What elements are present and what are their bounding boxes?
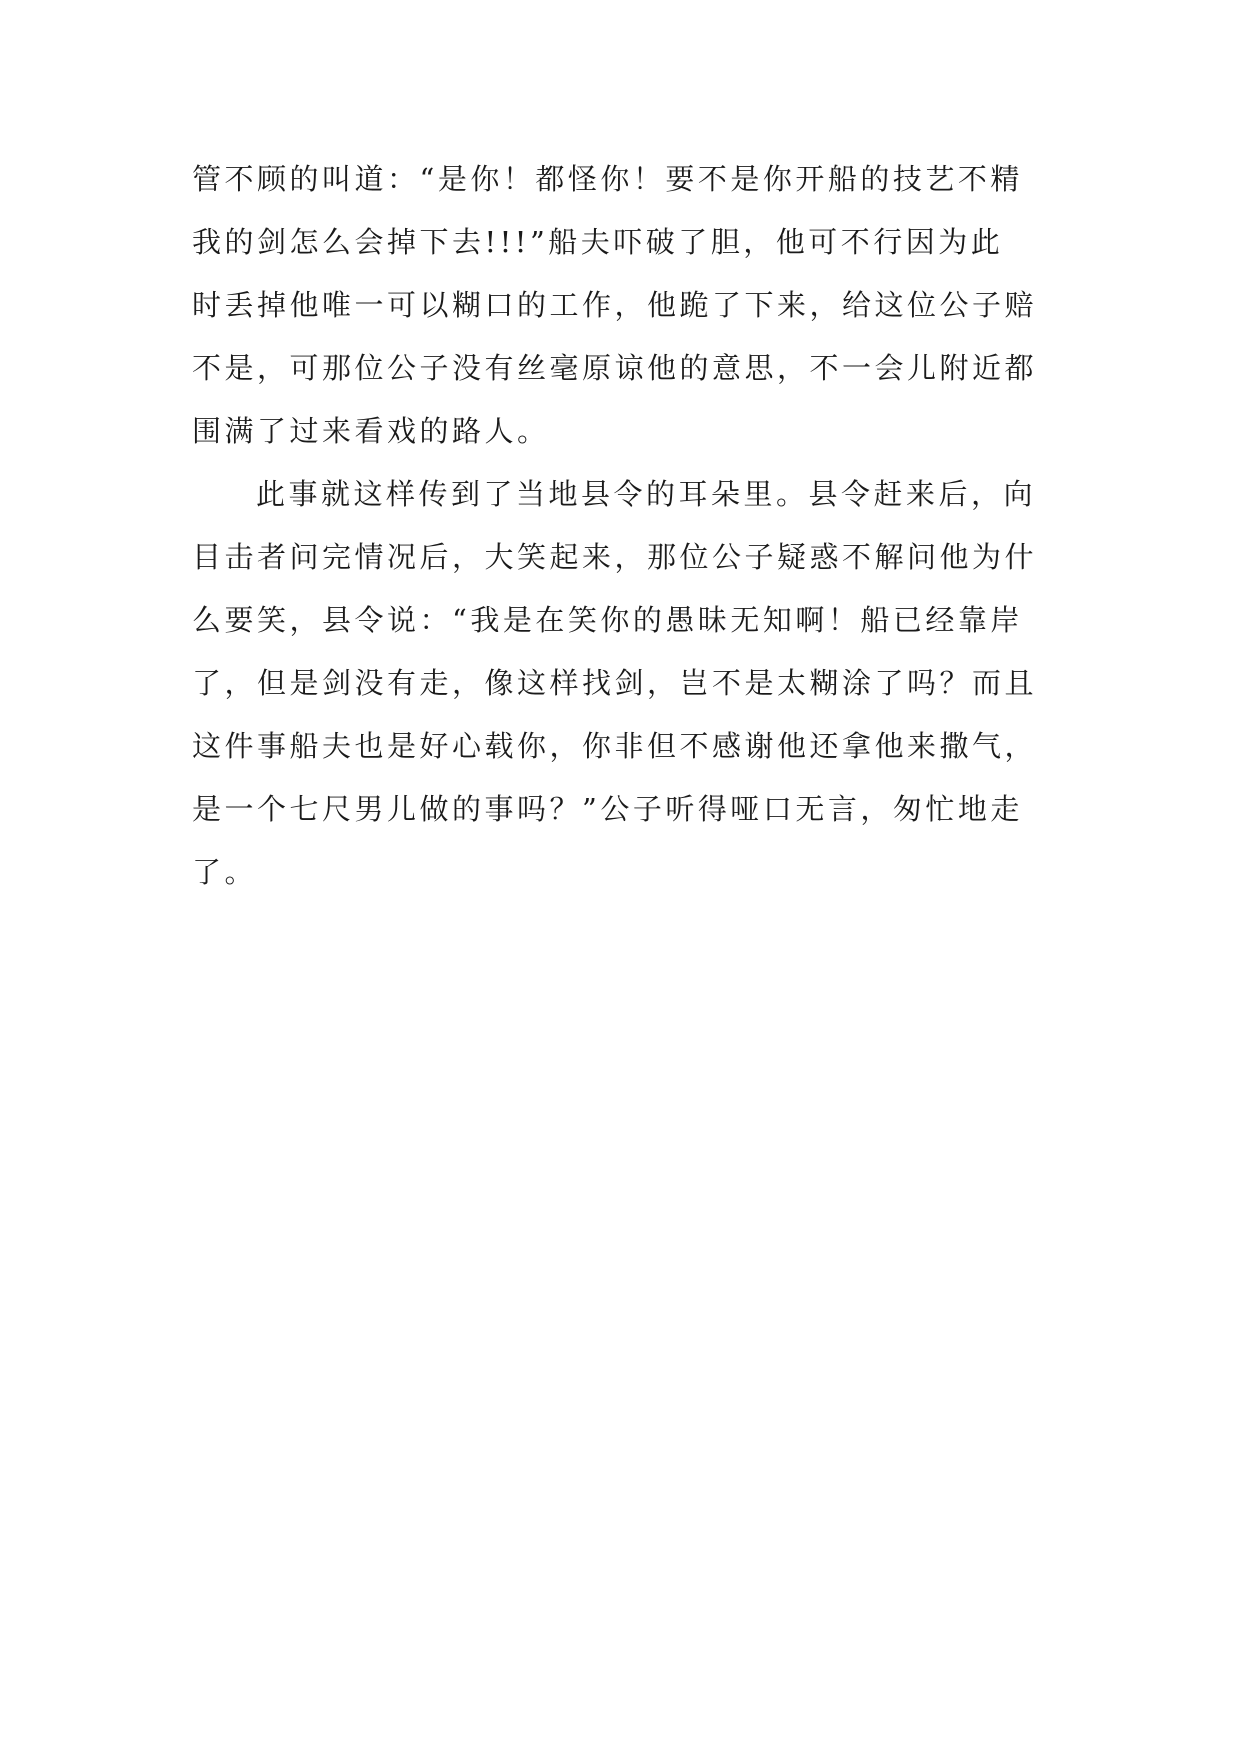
text-line: 围满了过来看戏的路人。: [192, 414, 550, 448]
text-line: 了。: [192, 855, 258, 889]
paragraph-start-line: 此事就这样传到了当地县令的耳朵里。县令赶来后，向: [256, 477, 1037, 511]
text-line: 是一个七尺男儿做的事吗？”公子听得哑口无言，匆忙地走: [192, 792, 1023, 826]
text-line: 这件事船夫也是好心载你，你非但不感谢他还拿他来撒气，: [192, 729, 1038, 763]
text-line: 目击者问完情况后，大笑起来，那位公子疑惑不解问他为什: [192, 540, 1038, 574]
text-line: 不是，可那位公子没有丝毫原谅他的意思，不一会儿附近都: [192, 351, 1038, 385]
text-line: 时丢掉他唯一可以糊口的工作，他跪了下来，给这位公子赔: [192, 288, 1038, 322]
text-line: 管不顾的叫道：“是你！都怪你！要不是你开船的技艺不精: [192, 162, 1023, 196]
text-line: 么要笑，县令说：“我是在笑你的愚昧无知啊！船已经靠岸: [192, 603, 1023, 637]
text-line: 我的剑怎么会掉下去!!!”船夫吓破了胆，他可不行因为此: [192, 225, 1004, 259]
body-text: [192, 148, 1052, 904]
text-line: 了，但是剑没有走，像这样找剑，岂不是太糊涂了吗？而且: [192, 666, 1038, 700]
